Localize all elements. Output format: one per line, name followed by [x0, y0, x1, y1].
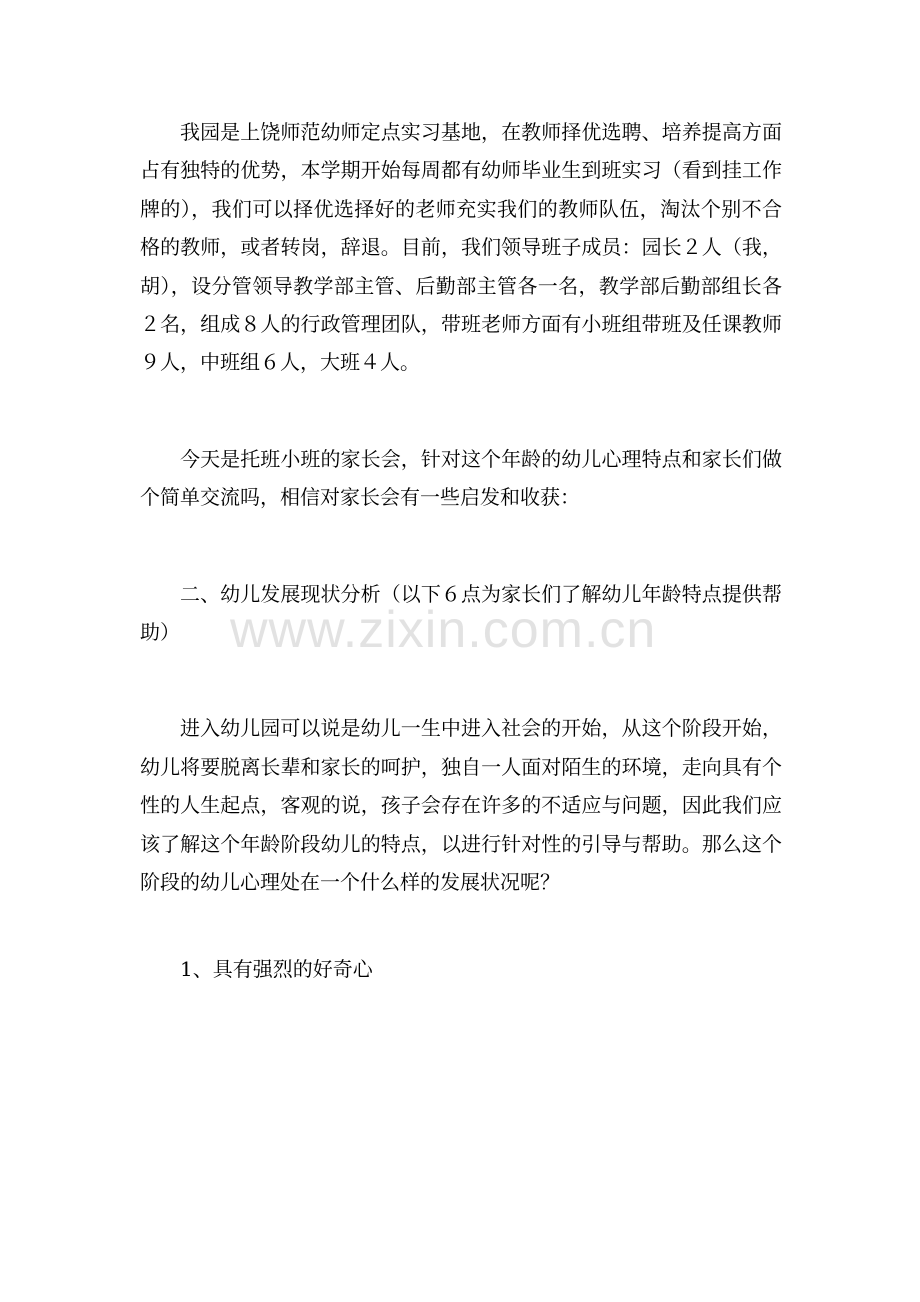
- paragraph-spacer: [140, 382, 782, 440]
- watermark-text: www.zixin.com.cn: [230, 601, 657, 659]
- paragraph-kindergarten-start: 进入幼儿园可以说是幼儿一生中进入社会的开始，从这个阶段开始，幼儿将要脱离长辈和家长的呵护，独自一人面对陌生的环境，走向具有个性的人生起点，客观的说，孩子会存在许多的不适应与问题，因此我们应该了解这个年龄阶段幼儿的特点，以进行针对性的引导与帮助。那么这个阶段的幼儿心理处在一个什么样的发展状况呢？: [140, 716, 782, 895]
- document-body: [140, 113, 782, 988]
- paragraph-staff-overview: 我园是上饶师范幼师定点实习基地，在教师择优选聘、培养提高方面占有独特的优势，本学期开始每周都有幼师毕业生到班实习（看到挂工作牌的），我们可以择优选择好的老师充实我们的教师队伍，淘汰个别不合格的教师，或者转岗，辞退。目前，我们领导班子成员：园长２人（我，胡），设分管领导教学部主管、后勤部主管各一名，教学部后勤部组长各２名，组成８人的行政管理团队，带班老师方面有小班组带班及任课教师９人，中班组６人，大班４人。: [140, 120, 782, 375]
- paragraph-meeting-intro: 今天是托班小班的家长会，针对这个年龄的幼儿心理特点和家长们做个简单交流吗，相信对家长会有一些启发和收获：: [140, 446, 782, 510]
- section-heading-development-analysis: 二、幼儿发展现状分析（以下６点为家长们了解幼儿年龄特点提供帮助）: [140, 581, 782, 645]
- paragraph-spacer: [140, 651, 782, 709]
- paragraph-spacer: [140, 902, 782, 950]
- paragraph-spacer: [140, 517, 782, 575]
- list-item-curiosity: 1、具有强烈的好奇心: [180, 956, 373, 981]
